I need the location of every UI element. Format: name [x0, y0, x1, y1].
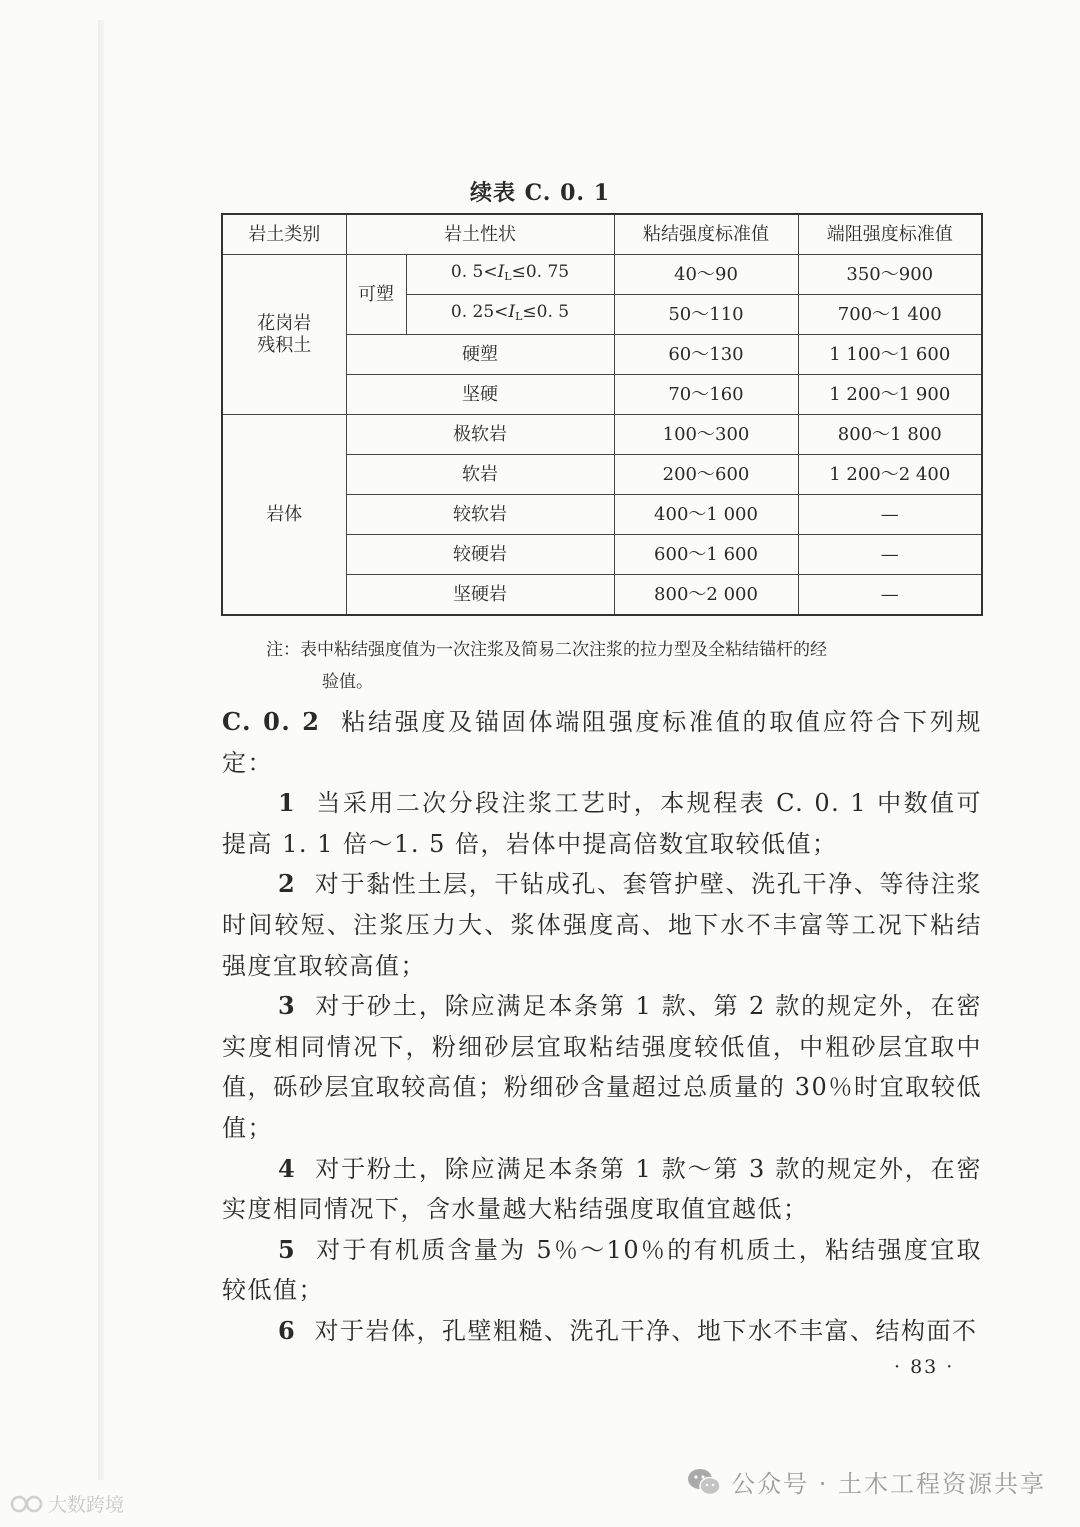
list-item: 2 对于黏性土层，干钻成孔、套管护壁、洗孔干净、等待注浆时间较短、注浆压力大、浆体强度高、地下水不丰富等工况下粘结强度宜取较高值；	[222, 869, 982, 980]
state-value: 较软岩	[346, 495, 614, 535]
category-rock: 岩体	[222, 415, 346, 616]
end-value: 350～900	[798, 255, 982, 295]
table-note-line1: 注：表中粘结强度值为一次注浆及简易二次注浆的拉力型及全粘结锚杆的经	[266, 640, 827, 660]
list-item: 4 对于粉土，除应满足本条第 1 款～第 3 款的规定外，在密实度相同情况下，含水量越大粘结强度取值宜越低；	[222, 1153, 982, 1224]
bond-value: 600～1 600	[614, 535, 798, 575]
table-caption: 续表 C. 0. 1	[469, 180, 611, 206]
table-row	[222, 255, 982, 295]
header-category: 岩土类别	[222, 214, 346, 255]
state-condition-1: 0. $5<I_L\le 0$. 75	[406, 255, 614, 295]
header-end-strength: 端阻强度标准值	[798, 214, 982, 255]
bond-value: 60～130	[614, 335, 798, 375]
category-granite	[222, 255, 346, 415]
state-plastic: 可塑	[346, 255, 406, 335]
clause-number: C. 0. 2	[222, 707, 321, 736]
end-value: 700～1 400	[798, 295, 982, 335]
end-value: 800～1 800	[798, 415, 982, 455]
wechat-icon	[687, 1468, 721, 1496]
list-item: 5 对于有机质含量为 5％～10％的有机质土，粘结强度宜取较低值；	[222, 1234, 982, 1305]
list-item: 1 当采用二次分段注浆工艺时，本规程表 C. 0. 1 中数值可提高 1. 1 倍～1. 5 倍，岩体中提高倍数宜取较低值；	[222, 788, 982, 858]
page-number: · 83 ·	[894, 1356, 955, 1378]
bond-value: 400～1 000	[614, 495, 798, 535]
state-value: 坚硬	[346, 375, 614, 415]
bond-value: 40～90	[614, 255, 798, 295]
bond-value: 200～600	[614, 455, 798, 495]
header-bond-strength: 粘结强度标准值	[614, 214, 798, 255]
table-row	[222, 415, 982, 455]
clause-text: 粘结强度及锚固体端阻强度标准值的取值应符合下列规定：	[222, 708, 983, 777]
table-note	[266, 634, 984, 698]
brand-logo-icon	[10, 1492, 44, 1516]
end-value: —	[798, 495, 982, 535]
list-item: 3 对于砂土，除应满足本条第 1 款、第 2 款的规定外，在密实度相同情况下，粉细砂层宜取粘结强度较低值，中粗砂层宜取中值，砾砂层宜取较高值；粉细砂含量超过总质量的 30％时宜取较低值；	[222, 991, 982, 1142]
end-value: 1 200～2 400	[798, 455, 982, 495]
state-condition-2: 0. $25<I_L\le 0$. 5	[406, 295, 614, 335]
state-value: 较硬岩	[346, 535, 614, 575]
table-note-line2: 验值。	[322, 672, 373, 692]
clause-heading	[222, 702, 982, 783]
watermark-right-text: 公众号 · 土木工程资源共享	[731, 1470, 1046, 1498]
list-item: 6 对于岩体，孔壁粗糙、洗孔干净、地下水不丰富、结构面不	[278, 1315, 978, 1345]
strength-table	[221, 213, 983, 616]
state-value: 坚硬岩	[346, 575, 614, 616]
watermark-wechat	[687, 1464, 1046, 1499]
clause-body	[222, 702, 982, 1352]
end-value: 1 100～1 600	[798, 335, 982, 375]
bond-value: 800～2 000	[614, 575, 798, 616]
watermark-left-text: 大数跨境	[48, 1494, 125, 1516]
state-value: 软岩	[346, 455, 614, 495]
bond-value: 50～110	[614, 295, 798, 335]
bond-value: 70～160	[614, 375, 798, 415]
state-value: 硬塑	[346, 335, 614, 375]
page-binding-shadow	[98, 20, 104, 1480]
bond-value: 100～300	[614, 415, 798, 455]
category-granite-line2: 残积土	[257, 334, 312, 356]
table-header-row	[222, 214, 982, 255]
state-value: 极软岩	[346, 415, 614, 455]
header-state: 岩土性状	[346, 214, 614, 255]
watermark-logo	[10, 1490, 124, 1517]
category-granite-line1: 花岗岩	[257, 312, 312, 334]
end-value: 1 200～1 900	[798, 375, 982, 415]
end-value: —	[798, 535, 982, 575]
end-value: —	[798, 575, 982, 616]
